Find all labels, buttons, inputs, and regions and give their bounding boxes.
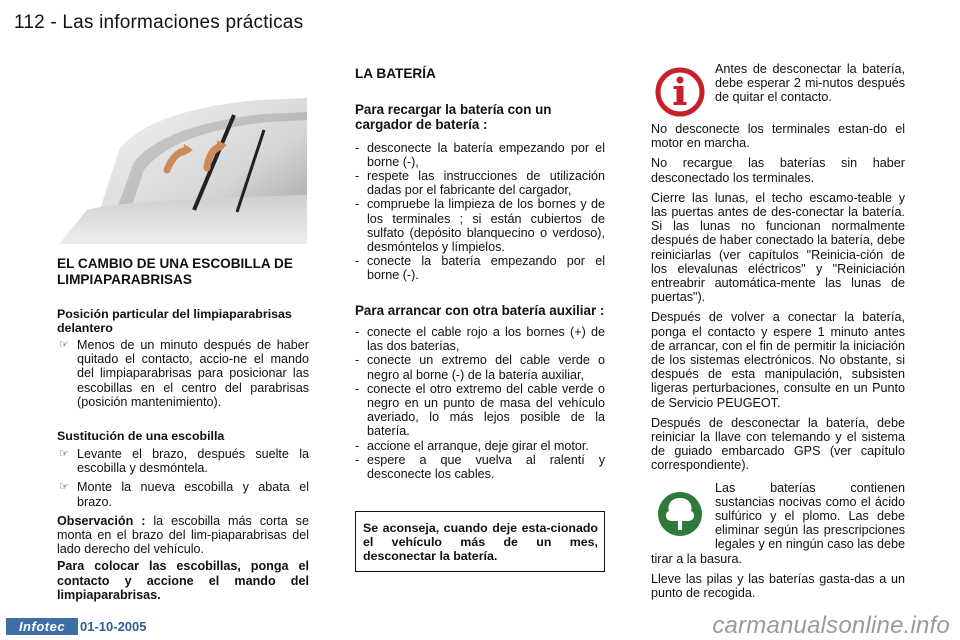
- dash-marker: -: [355, 168, 360, 183]
- wiper-section-title: EL CAMBIO DE UNA ESCOBILLA DE LIMPIAPARABRISAS: [57, 256, 293, 287]
- jump-start-heading: Para arrancar con otra batería auxiliar :: [355, 302, 605, 318]
- environment-note: [651, 481, 905, 566]
- bullet-text: Menos de un minuto después de haber quitado el contacto, accio-ne el mando del limpiaparabrisas para posicionar las escobillas en el centro del parabrisas (posición mantenimiento).: [77, 338, 309, 409]
- paragraph: Después de volver a conectar la batería, ponga el contacto y espere 1 minuto antes de arrancar, con el fin de permitir la iniciación de los sistemas electrónicos. No obstante, si después de esta manipulación, subsisten ligeras perturbaciones, consulte en un Punto de Servicio PEUGEOT.: [651, 310, 905, 410]
- hand-pointer-icon: ☞: [59, 448, 69, 461]
- list-item-text: conecte un extremo del cable verde o negro al borne (-) de la batería auxiliar,: [367, 353, 605, 382]
- recharge-steps-list: [355, 141, 605, 283]
- dash-marker: -: [355, 140, 360, 155]
- jump-start-steps-list: [355, 325, 605, 481]
- dash-marker: -: [355, 325, 360, 340]
- wiper-replace-heading: Sustitución de una escobilla: [57, 429, 225, 444]
- list-item-text: conecte el otro extremo del cable verde o negro en un punto de masa del vehículo averiado, lo más lejos posible de la batería.: [367, 381, 605, 439]
- paragraph: Lleve las pilas y las baterías gasta-das a un punto de recogida.: [651, 571, 905, 601]
- recharge-heading: Para recargar la batería con un cargador de batería :: [355, 101, 552, 132]
- list-item-text: compruebe la limpieza de los bornes y de los terminales ; si están cubiertos de sulfato (depósito blanquecino o verdoso), desmóntelos y límpielos.: [367, 197, 605, 254]
- hand-pointer-icon: ☞: [59, 481, 69, 494]
- paragraph: No recargue las baterías sin haber desconectado los terminales.: [651, 156, 905, 185]
- paragraph: Después de desconectar la batería, debe reiniciar la llave con telemando y el sistema de guiado embarcado GPS (ver capítulo correspondiente).: [651, 415, 905, 473]
- list-item-text: espere a que vuelva al ralentí y desconecte los cables.: [367, 452, 605, 482]
- info-note-text: Antes de desconectar la batería, debe esperar 2 mi-nutos después de quitar el contacto.: [715, 62, 905, 105]
- windshield-wiper-illustration: [59, 90, 307, 244]
- wiper-section: [57, 90, 309, 602]
- info-icon: [651, 62, 709, 118]
- list-item: [355, 453, 605, 481]
- bullet-item: [57, 447, 309, 475]
- dash-marker: -: [355, 452, 360, 467]
- list-item: [355, 325, 605, 353]
- list-item: [355, 197, 605, 254]
- list-item-text: desconecte la batería empezando por el borne (-),: [367, 140, 605, 169]
- observation-note: [57, 514, 309, 557]
- storage-advice-box: Se aconseja, cuando deje esta-cionado el vehículo más de un mes, desconectar la batería.: [355, 511, 605, 572]
- list-item-text: conecte el cable rojo a los bornes (+) de las dos baterías,: [367, 325, 605, 354]
- battery-section-title: LA BATERÍA: [355, 66, 436, 81]
- list-item-text: accione el arranque, deje girar el motor.: [367, 438, 589, 453]
- site-watermark: carmanualsonline.info: [712, 612, 950, 639]
- list-item: [355, 439, 605, 453]
- list-item: [355, 353, 605, 381]
- observation-text: la escobilla más corta se monta en el brazo del lim-piaparabrisas del lado derecho del vehículo.: [57, 513, 309, 557]
- dash-marker: -: [355, 381, 360, 396]
- infotec-logo: Infotec: [6, 618, 78, 635]
- battery-notes: [651, 62, 905, 606]
- list-item: [355, 254, 605, 282]
- list-item: [355, 141, 605, 169]
- list-item-text: respete las instrucciones de utilización dadas por el fabricante del cargador,: [367, 168, 605, 198]
- list-item: [355, 169, 605, 197]
- bullet-item: [57, 338, 309, 409]
- dash-marker: -: [355, 254, 360, 269]
- info-note: [651, 62, 905, 118]
- dash-marker: -: [355, 197, 360, 212]
- list-item: [355, 382, 605, 439]
- bullet-text: Levante el brazo, después suelte la escobilla y desmóntela.: [77, 447, 309, 476]
- paragraph: Cierre las lunas, el techo escamo-teable y las puertas antes de des-conectar la batería. Si las lunas no funcionan normalmente después de haber conectado la batería, debe reiniciarlas (ver capítulos "Reinicia-ción de los elevalunas eléctricos" y "Reiniciación entreabrir automática-mente las lunas de puertas").: [651, 190, 905, 305]
- list-item-text: conecte la batería empezando por el borne (-).: [367, 254, 605, 283]
- environment-note-text: Las baterías contienen sustancias nocivas como el ácido sulfúrico y el plomo. Las debe eliminar según las prescripciones legales y en ningún caso las debe tirar a la basura.: [651, 480, 905, 566]
- edition-date: 01-10-2005: [80, 619, 147, 634]
- dash-marker: -: [355, 438, 360, 453]
- observation-label: Observación :: [57, 513, 146, 528]
- paragraph: No desconecte los terminales estan-do el motor en marcha.: [651, 122, 905, 151]
- page-title: 112 - Las informaciones prácticas: [14, 12, 304, 33]
- bullet-item: [57, 480, 309, 508]
- wiper-final-instruction: Para colocar las escobillas, ponga el contacto y accione el mando del limpiaparabrisas.: [57, 559, 309, 602]
- wiper-position-heading: Posición particular del limpiaparabrisas delantero: [57, 307, 292, 335]
- hand-pointer-icon: ☞: [59, 339, 69, 351]
- tree-icon: [651, 485, 709, 543]
- battery-section: [355, 66, 605, 572]
- bullet-text: Monte la nueva escobilla y abata el brazo.: [77, 480, 309, 509]
- dash-marker: -: [355, 353, 360, 368]
